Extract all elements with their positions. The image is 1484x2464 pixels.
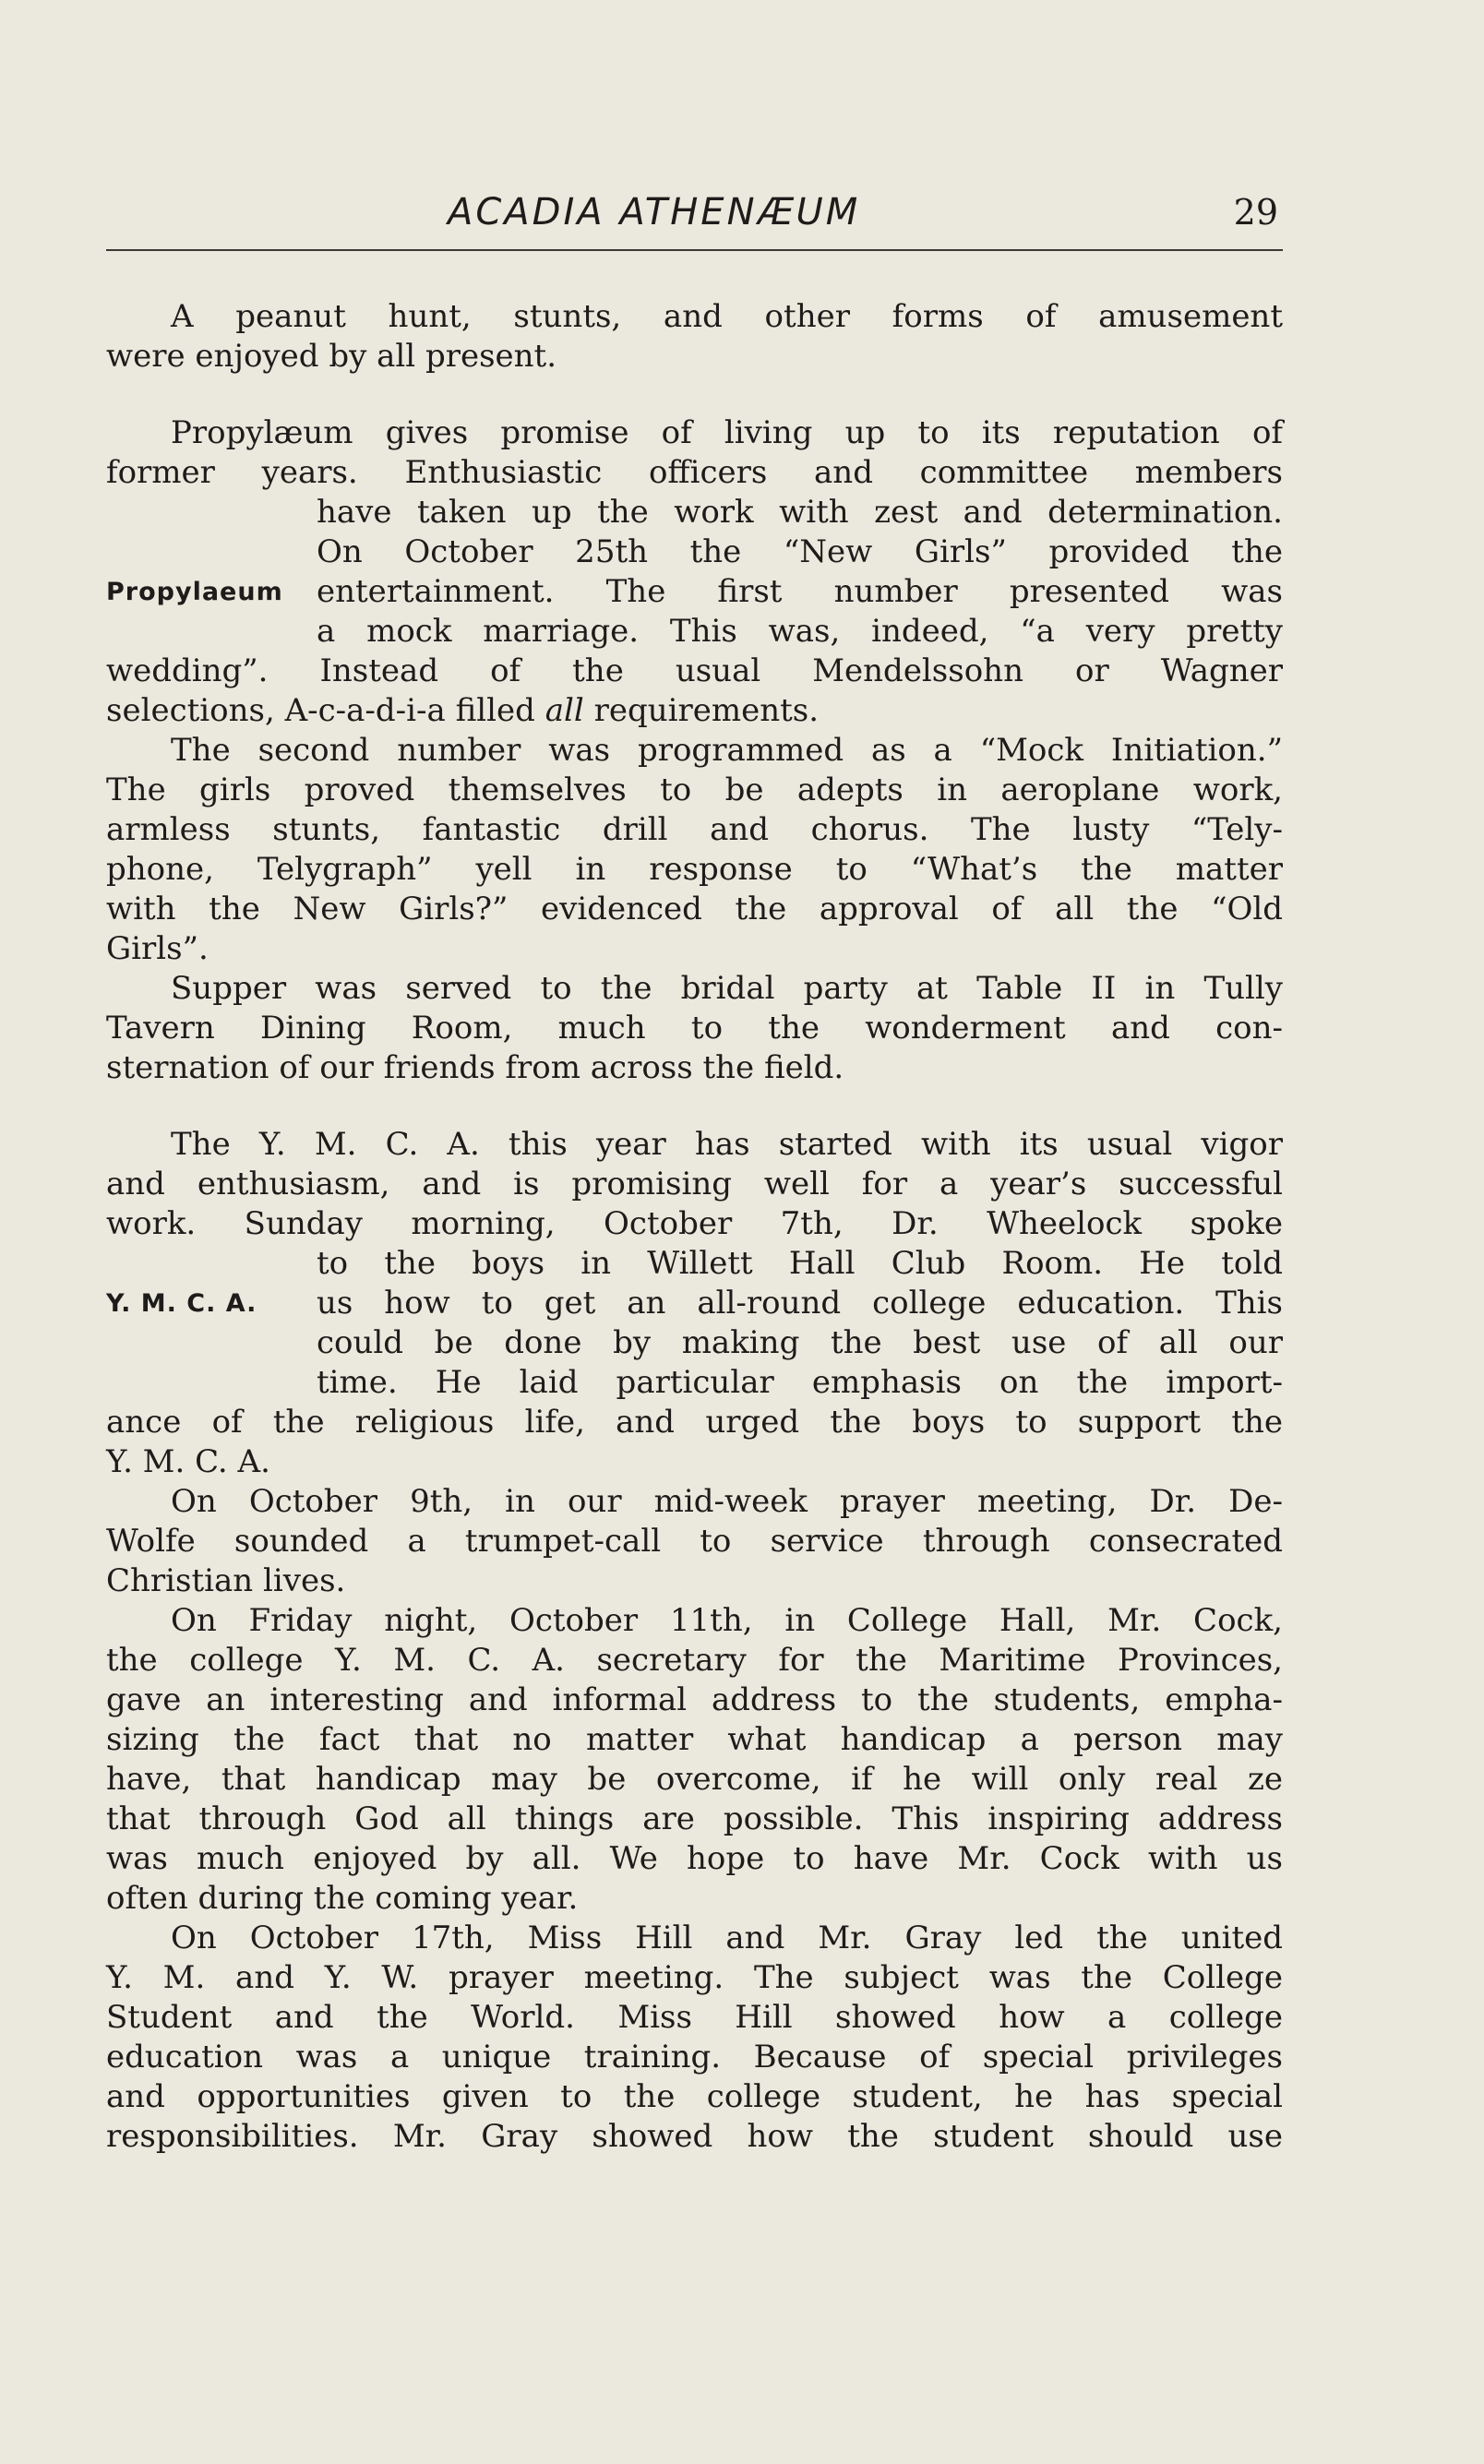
text-line: a mock marriage. This was, indeed, “a very pretty — [317, 613, 1283, 650]
text-line: time. He laid particular emphasis on the import- — [317, 1364, 1283, 1401]
propylaeum-section — [106, 413, 1283, 1088]
running-header — [106, 185, 1283, 251]
text-line: On October 9th, in our mid-week prayer meeting, Dr. De- — [171, 1483, 1283, 1520]
ymca-section — [106, 1125, 1283, 2157]
text-line: have taken up the work with zest and determination. — [317, 494, 1283, 531]
text-line: The girls proved themselves to be adepts in aeroplane work, — [106, 771, 1283, 808]
page-number: 29 — [1233, 192, 1278, 233]
text-line: were enjoyed by all present. — [106, 338, 557, 375]
text-line: phone, Telygraph” yell in response to “What’s the matter — [106, 851, 1283, 888]
text-line: could be done by making the best use of all our — [317, 1324, 1283, 1361]
sidehead-propylaeum: Propylaeum — [106, 578, 283, 606]
text-line: armless stunts, fantastic drill and chorus. The lusty “Tely- — [106, 811, 1283, 848]
text-segment: selections, A-c-a-d-i-a filled — [106, 692, 535, 729]
text-line: gave an interesting and informal address to the students, empha- — [106, 1681, 1283, 1718]
text-line: Propylæum gives promise of living up to its reputation of — [171, 414, 1283, 451]
intro-paragraph — [106, 297, 1283, 377]
sidehead-ymca: Y. M. C. A. — [106, 1289, 257, 1318]
journal-title: ACADIA ATHENÆUM — [448, 191, 861, 233]
text-line: sizing the fact that no matter what handicap a person may — [106, 1721, 1283, 1758]
italic-word: all — [545, 692, 584, 729]
text-line: with the New Girls?” evidenced the approval of all the “Old — [106, 891, 1283, 927]
text-line: Wolfe sounded a trumpet-call to service through consecrated — [106, 1523, 1283, 1560]
text-line: The Y. M. C. A. this year has started with its usual vigor — [171, 1126, 1283, 1163]
text-line: On October 17th, Miss Hill and Mr. Gray led the united — [171, 1920, 1283, 1956]
text-line: to the boys in Willett Hall Club Room. He told — [317, 1245, 1283, 1282]
text-line: Y. M. C. A. — [106, 1443, 270, 1480]
text-line: ance of the religious life, and urged the boys to support the — [106, 1404, 1283, 1441]
text-line: the college Y. M. C. A. secretary for the Maritime Provinces, — [106, 1642, 1283, 1679]
page-content — [106, 185, 1283, 2157]
text-line: A peanut hunt, stunts, and other forms of amusement — [171, 298, 1283, 335]
text-line: Girls”. — [106, 930, 209, 967]
text-line: entertainment. The first number presented was — [317, 573, 1283, 610]
text-line: sternation of our friends from across the field. — [106, 1049, 844, 1086]
text-line: have, that handicap may be overcome, if he will only real ze — [106, 1761, 1283, 1798]
text-line: often during the coming year. — [106, 1880, 579, 1917]
text-line: and opportunities given to the college student, he has special — [106, 2078, 1283, 2115]
text-segment: requirements. — [593, 692, 820, 729]
text-line: that through God all things are possible. This inspiring address — [106, 1800, 1283, 1837]
text-line — [106, 691, 1283, 731]
text-line: us how to get an all-round college education. This — [317, 1285, 1283, 1322]
text-line: Y. M. and Y. W. prayer meeting. The subject was the College — [106, 1959, 1283, 1996]
text-line: was much enjoyed by all. We hope to have Mr. Cock with us — [106, 1840, 1283, 1877]
text-line: responsibilities. Mr. Gray showed how the student should use — [106, 2118, 1283, 2155]
text-line: Christian lives. — [106, 1562, 346, 1599]
text-line: The second number was programmed as a “Mock Initiation.” — [171, 732, 1283, 769]
text-line: wedding”. Instead of the usual Mendelssohn or Wagner — [106, 652, 1283, 689]
text-line: Student and the World. Miss Hill showed how a college — [106, 1999, 1283, 2036]
text-line: and enthusiasm, and is promising well for a year’s successful — [106, 1166, 1283, 1202]
text-line: Tavern Dining Room, much to the wonderment and con- — [106, 1010, 1283, 1047]
text-line: On October 25th the “New Girls” provided the — [317, 533, 1283, 570]
text-line: On Friday night, October 11th, in College Hall, Mr. Cock, — [171, 1602, 1283, 1639]
text-line: education was a unique training. Because of special privileges — [106, 2039, 1283, 2075]
text-line: former years. Enthusiastic officers and committee members — [106, 454, 1283, 491]
text-line: Supper was served to the bridal party at Table II in Tully — [171, 970, 1283, 1007]
text-line: work. Sunday morning, October 7th, Dr. Wheelock spoke — [106, 1205, 1283, 1242]
